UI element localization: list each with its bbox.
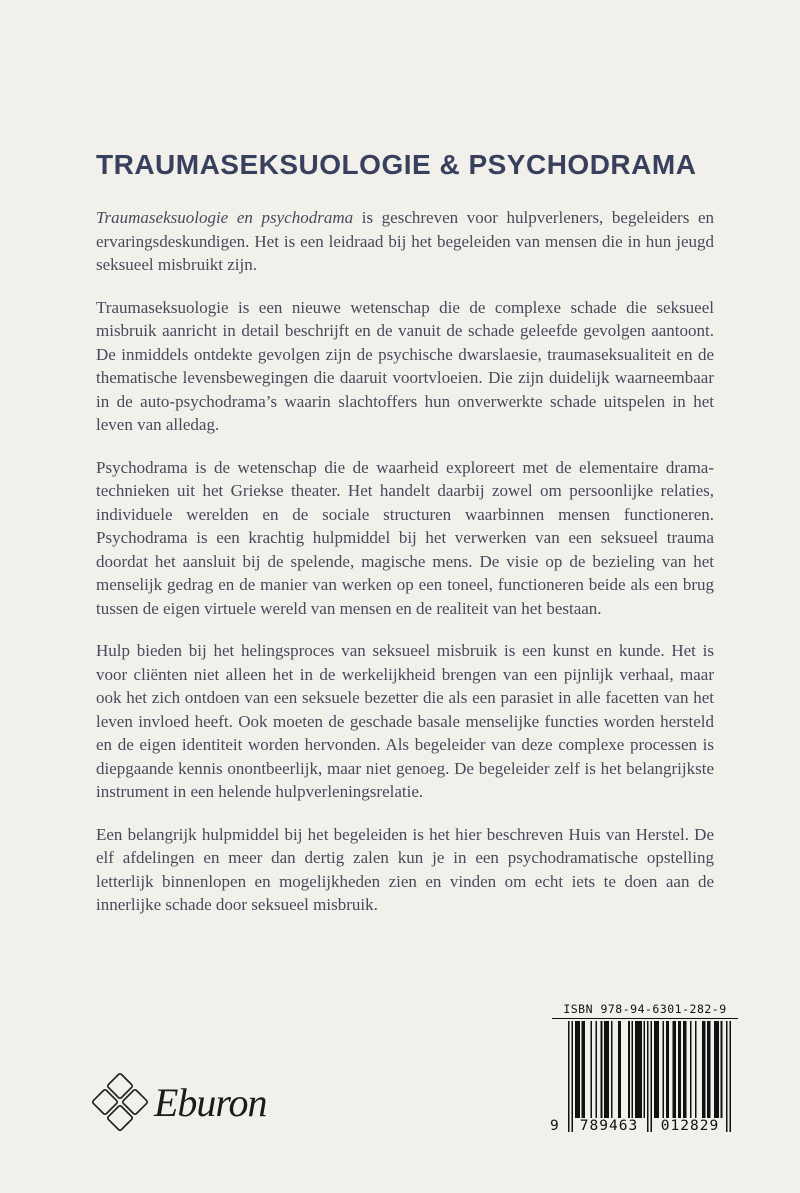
barcode-bars <box>552 1021 738 1137</box>
isbn-barcode <box>552 1002 738 1137</box>
isbn-label: ISBN 978-94-6301-282-9 <box>552 1002 738 1019</box>
paragraph-intro <box>96 206 714 277</box>
book-title-italic-reference: Traumaseksuologie en psychodrama <box>96 208 354 227</box>
paragraph-huis-van-herstel: Een belangrijk hulpmiddel bij het begeleiden is het hier beschreven Huis van Herstel. De elf afdelingen en meer dan dertig zalen kun je in een psychodramatische opstelling letterlijk binnenlopen en mogelijkheden zien en vinden om echt iets te doen aan de innerlijke schade door seksueel misbruik. <box>96 824 714 914</box>
barcode-digits-left: 789463 <box>579 1118 639 1134</box>
publisher-logo <box>92 1072 267 1134</box>
publisher-name: Eburon <box>154 1080 267 1125</box>
back-cover-text <box>96 148 714 936</box>
barcode-digits-right: 012829 <box>660 1118 720 1134</box>
paragraph-psychodrama: Psychodrama is de wetenschap die de waarheid exploreert met de elementaire drama-technieken uit het Griekse theater. Het handelt daarbij zowel om persoonlijke relaties, individuele werelden en de sociale structuren waarbinnen mensen functioneren. Psychodrama is een krachtig hulpmiddel bij het verwerken van een seksueel trauma doordat het aansluit bij de spelende, magische mens. De visie op de bezieling van het menselijk gedrag en de manier van werken op een toneel, functioneren beide als een brug tussen de eigen virtuele wereld van mensen en de realiteit van het bestaan. <box>96 457 714 618</box>
paragraph-intro-rest: is geschreven voor hulpverleners, begeleiders en ervaringsdeskundigen. Het is een leidraad bij het begeleiden van mensen die in hun jeugd seksueel misbruikt zijn. <box>96 208 714 274</box>
barcode-digit-first: 9 <box>550 1118 559 1134</box>
paragraph-hulp-bieden: Hulp bieden bij het helingsproces van seksueel misbruik is een kunst en kunde. Het is voor cliënten niet alleen het in de werkelijkheid brengen van een pijnlijk verhaal, maar ook het zich ontdoen van een seksuele bezetter die als een parasiet in alle facetten van het leven invloed heeft. Ook moeten de geschade basale menselijke functies worden hersteld en de eigen identiteit worden hervonden. Als begeleider van deze complexe processen is diepgaande kennis onontbeerlijk, maar niet genoeg. De begeleider zelf is het belangrijkste instrument in een helende hulpverleningsrelatie. <box>96 641 714 801</box>
book-title: TRAUMASEKSUOLOGIE & PSYCHODRAMA <box>96 149 697 180</box>
paragraph-traumaseksuologie: Traumaseksuologie is een nieuwe wetenschap die de complexe schade die seksueel misbruik aanricht in detail beschrijft en de vanuit de schade geleefde gevolgen aantoont. De inmiddels ontdekte gevolgen zijn de psychische dwarslaesie, traumaseksualiteit en de thematische levensbewegingen die daaruit voortvloeien. Die zijn duidelijk waarneembaar in de auto-psychodrama’s waarin slachtoffers hun onverwerkte schade uitspelen in het leven van alledag. <box>96 297 714 434</box>
four-diamonds-icon <box>92 1072 150 1134</box>
